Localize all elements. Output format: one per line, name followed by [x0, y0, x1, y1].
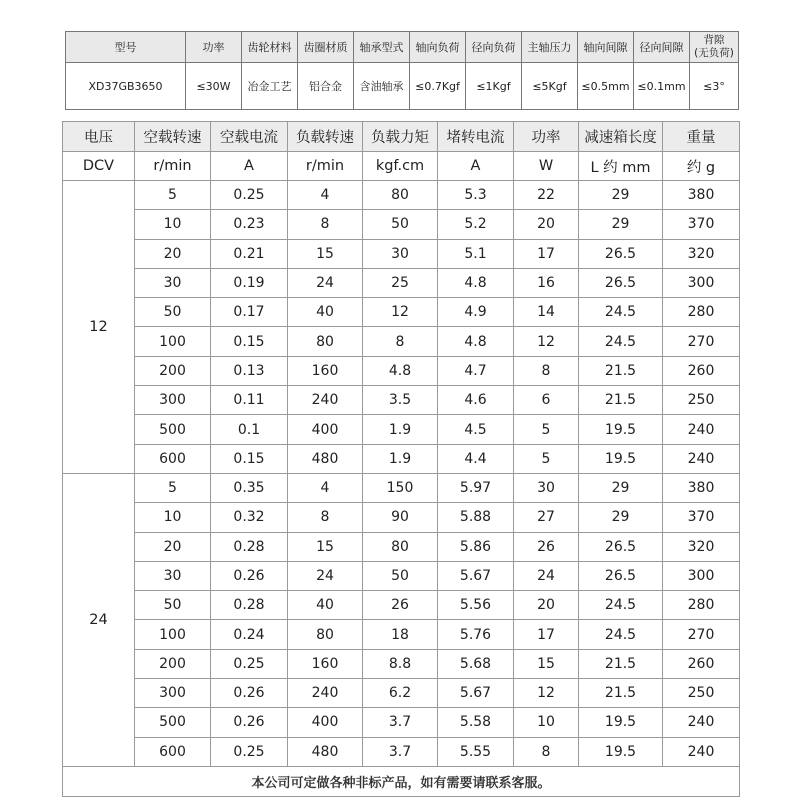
cell-no-load-speed: 5	[135, 473, 211, 502]
cell-load-torque: 90	[363, 503, 438, 532]
cell-weight: 370	[663, 503, 740, 532]
cell-stall-current: 5.76	[438, 620, 514, 649]
cell-no-load-speed: 200	[135, 356, 211, 385]
cell-load-speed: 15	[288, 239, 363, 268]
cell-power: 8	[514, 737, 579, 766]
header-load-torque: 负载力矩	[363, 122, 438, 152]
cell-load-torque: 3.5	[363, 386, 438, 415]
cell-weight: 380	[663, 473, 740, 502]
header-gearbox-length: 减速箱长度	[579, 122, 663, 152]
cell-gearbox-length: 29	[579, 210, 663, 239]
spec-header-radial-load: 径向负荷	[466, 32, 522, 63]
cell-stall-current: 4.6	[438, 386, 514, 415]
cell-power: 12	[514, 679, 579, 708]
cell-power: 16	[514, 268, 579, 297]
cell-no-load-speed: 600	[135, 737, 211, 766]
cell-load-speed: 160	[288, 649, 363, 678]
spec-header-gear-material: 齿轮材料	[242, 32, 298, 63]
cell-weight: 240	[663, 415, 740, 444]
cell-weight: 250	[663, 679, 740, 708]
cell-gearbox-length: 24.5	[579, 327, 663, 356]
cell-stall-current: 5.86	[438, 532, 514, 561]
cell-load-speed: 4	[288, 181, 363, 210]
cell-power: 6	[514, 386, 579, 415]
cell-load-torque: 3.7	[363, 708, 438, 737]
spec-values-row	[66, 63, 739, 110]
cell-gearbox-length: 24.5	[579, 298, 663, 327]
cell-load-torque: 80	[363, 532, 438, 561]
cell-no-load-current: 0.19	[211, 268, 288, 297]
unit-weight: 约 g	[663, 152, 740, 181]
header-weight: 重量	[663, 122, 740, 152]
cell-weight: 240	[663, 708, 740, 737]
cell-stall-current: 5.88	[438, 503, 514, 532]
performance-units-row	[63, 152, 740, 181]
unit-no-load-speed: r/min	[135, 152, 211, 181]
cell-power: 30	[514, 473, 579, 502]
spec-value-bearing-type: 含油轴承	[354, 63, 410, 110]
cell-stall-current: 4.7	[438, 356, 514, 385]
table-row	[63, 473, 740, 502]
cell-load-torque: 80	[363, 181, 438, 210]
unit-gearbox-length: L 约 mm	[579, 152, 663, 181]
cell-no-load-current: 0.13	[211, 356, 288, 385]
cell-load-speed: 24	[288, 561, 363, 590]
spec-header-axial-load: 轴向负荷	[410, 32, 466, 63]
cell-load-speed: 80	[288, 620, 363, 649]
cell-load-speed: 400	[288, 708, 363, 737]
cell-power: 22	[514, 181, 579, 210]
cell-no-load-speed: 10	[135, 210, 211, 239]
header-stall-current: 堵转电流	[438, 122, 514, 152]
cell-no-load-current: 0.23	[211, 210, 288, 239]
cell-no-load-speed: 200	[135, 649, 211, 678]
voltage-cell: 24	[63, 473, 135, 766]
cell-gearbox-length: 24.5	[579, 591, 663, 620]
spec-value-radial-clearance: ≤0.1mm	[634, 63, 690, 110]
table-row	[63, 708, 740, 737]
cell-no-load-current: 0.26	[211, 679, 288, 708]
cell-gearbox-length: 19.5	[579, 737, 663, 766]
table-row	[63, 386, 740, 415]
cell-power: 17	[514, 239, 579, 268]
table-row	[63, 415, 740, 444]
cell-no-load-current: 0.17	[211, 298, 288, 327]
cell-stall-current: 4.4	[438, 444, 514, 473]
cell-no-load-speed: 100	[135, 327, 211, 356]
spec-header-shaft-pressure: 主轴压力	[522, 32, 578, 63]
cell-no-load-speed: 300	[135, 386, 211, 415]
header-load-speed: 负载转速	[288, 122, 363, 152]
cell-load-torque: 4.8	[363, 356, 438, 385]
cell-no-load-current: 0.28	[211, 591, 288, 620]
cell-no-load-speed: 500	[135, 415, 211, 444]
table-row	[63, 679, 740, 708]
footer-row	[63, 766, 740, 796]
cell-stall-current: 5.67	[438, 679, 514, 708]
cell-load-speed: 15	[288, 532, 363, 561]
cell-gearbox-length: 26.5	[579, 561, 663, 590]
cell-power: 20	[514, 591, 579, 620]
header-voltage: 电压	[63, 122, 135, 152]
cell-weight: 240	[663, 444, 740, 473]
cell-load-speed: 8	[288, 210, 363, 239]
cell-load-torque: 30	[363, 239, 438, 268]
table-row	[63, 210, 740, 239]
table-row	[63, 181, 740, 210]
spec-header-axial-clearance: 轴向间隙	[578, 32, 634, 63]
cell-power: 26	[514, 532, 579, 561]
spec-value-power: ≤30W	[186, 63, 242, 110]
cell-weight: 300	[663, 561, 740, 590]
performance-table	[62, 121, 740, 797]
cell-no-load-speed: 300	[135, 679, 211, 708]
cell-load-torque: 6.2	[363, 679, 438, 708]
cell-gearbox-length: 26.5	[579, 268, 663, 297]
cell-no-load-speed: 30	[135, 561, 211, 590]
cell-power: 15	[514, 649, 579, 678]
spec-header-power: 功率	[186, 32, 242, 63]
spec-value-ring-material: 铝合金	[298, 63, 354, 110]
cell-power: 5	[514, 415, 579, 444]
cell-load-speed: 40	[288, 591, 363, 620]
cell-no-load-speed: 50	[135, 298, 211, 327]
spec-header-radial-clearance: 径向间隙	[634, 32, 690, 63]
cell-stall-current: 5.1	[438, 239, 514, 268]
spec-value-axial-load: ≤0.7Kgf	[410, 63, 466, 110]
cell-load-speed: 160	[288, 356, 363, 385]
table-row	[63, 503, 740, 532]
cell-gearbox-length: 24.5	[579, 620, 663, 649]
cell-gearbox-length: 29	[579, 503, 663, 532]
header-power: 功率	[514, 122, 579, 152]
cell-load-speed: 4	[288, 473, 363, 502]
spec-header-model: 型号	[66, 32, 186, 63]
cell-power: 8	[514, 356, 579, 385]
cell-load-torque: 1.9	[363, 444, 438, 473]
cell-no-load-current: 0.21	[211, 239, 288, 268]
cell-weight: 240	[663, 737, 740, 766]
unit-voltage: DCV	[63, 152, 135, 181]
cell-no-load-current: 0.25	[211, 649, 288, 678]
header-no-load-speed: 空载转速	[135, 122, 211, 152]
cell-power: 10	[514, 708, 579, 737]
cell-weight: 270	[663, 327, 740, 356]
cell-load-speed: 480	[288, 444, 363, 473]
spec-value-gear-material: 冶金工艺	[242, 63, 298, 110]
spec-header-row	[66, 32, 739, 63]
cell-load-speed: 80	[288, 327, 363, 356]
spec-header-backlash	[690, 32, 739, 63]
cell-no-load-speed: 500	[135, 708, 211, 737]
cell-gearbox-length: 19.5	[579, 708, 663, 737]
cell-weight: 250	[663, 386, 740, 415]
cell-power: 24	[514, 561, 579, 590]
cell-stall-current: 4.8	[438, 268, 514, 297]
table-row	[63, 591, 740, 620]
table-row	[63, 649, 740, 678]
cell-stall-current: 5.67	[438, 561, 514, 590]
table-row	[63, 532, 740, 561]
cell-no-load-current: 0.25	[211, 737, 288, 766]
cell-power: 20	[514, 210, 579, 239]
cell-weight: 260	[663, 649, 740, 678]
table-row	[63, 268, 740, 297]
cell-power: 5	[514, 444, 579, 473]
cell-load-torque: 50	[363, 210, 438, 239]
spec-header-bearing-type: 轴承型式	[354, 32, 410, 63]
cell-load-speed: 240	[288, 679, 363, 708]
cell-gearbox-length: 26.5	[579, 532, 663, 561]
cell-stall-current: 4.9	[438, 298, 514, 327]
cell-weight: 380	[663, 181, 740, 210]
spec-header-backlash-line: (无负荷)	[694, 47, 734, 59]
cell-load-torque: 18	[363, 620, 438, 649]
cell-load-torque: 1.9	[363, 415, 438, 444]
cell-weight: 260	[663, 356, 740, 385]
cell-no-load-speed: 20	[135, 239, 211, 268]
cell-power: 27	[514, 503, 579, 532]
table-row	[63, 444, 740, 473]
cell-gearbox-length: 19.5	[579, 415, 663, 444]
cell-stall-current: 5.68	[438, 649, 514, 678]
cell-load-torque: 150	[363, 473, 438, 502]
cell-no-load-speed: 20	[135, 532, 211, 561]
cell-power: 12	[514, 327, 579, 356]
cell-no-load-current: 0.15	[211, 444, 288, 473]
cell-gearbox-length: 26.5	[579, 239, 663, 268]
spec-value-model: XD37GB3650	[66, 63, 186, 110]
cell-weight: 300	[663, 268, 740, 297]
table-row	[63, 620, 740, 649]
cell-stall-current: 5.97	[438, 473, 514, 502]
spec-value-backlash: ≤3°	[690, 63, 739, 110]
cell-power: 14	[514, 298, 579, 327]
spec-header-backlash-line: 背隙	[703, 34, 725, 46]
cell-gearbox-length: 19.5	[579, 444, 663, 473]
cell-load-torque: 12	[363, 298, 438, 327]
cell-gearbox-length: 21.5	[579, 386, 663, 415]
cell-stall-current: 5.56	[438, 591, 514, 620]
cell-load-speed: 24	[288, 268, 363, 297]
cell-no-load-current: 0.28	[211, 532, 288, 561]
cell-weight: 320	[663, 532, 740, 561]
cell-power: 17	[514, 620, 579, 649]
cell-weight: 370	[663, 210, 740, 239]
cell-no-load-speed: 5	[135, 181, 211, 210]
cell-stall-current: 4.8	[438, 327, 514, 356]
cell-gearbox-length: 21.5	[579, 679, 663, 708]
voltage-cell: 12	[63, 181, 135, 474]
cell-stall-current: 5.58	[438, 708, 514, 737]
cell-no-load-speed: 50	[135, 591, 211, 620]
unit-no-load-current: A	[211, 152, 288, 181]
cell-load-torque: 8.8	[363, 649, 438, 678]
cell-gearbox-length: 21.5	[579, 356, 663, 385]
table-row	[63, 298, 740, 327]
cell-load-torque: 26	[363, 591, 438, 620]
unit-load-torque: kgf.cm	[363, 152, 438, 181]
cell-load-speed: 8	[288, 503, 363, 532]
spec-value-radial-load: ≤1Kgf	[466, 63, 522, 110]
cell-no-load-current: 0.25	[211, 181, 288, 210]
spec-header-ring-material: 齿圈材质	[298, 32, 354, 63]
cell-gearbox-length: 29	[579, 181, 663, 210]
table-row	[63, 356, 740, 385]
cell-load-speed: 40	[288, 298, 363, 327]
unit-stall-current: A	[438, 152, 514, 181]
cell-no-load-current: 0.26	[211, 561, 288, 590]
cell-load-speed: 400	[288, 415, 363, 444]
cell-weight: 270	[663, 620, 740, 649]
unit-power: W	[514, 152, 579, 181]
cell-no-load-speed: 100	[135, 620, 211, 649]
footer-note: 本公司可定做各种非标产品，如有需要请联系客服。	[63, 766, 740, 796]
spec-table	[65, 31, 739, 110]
cell-stall-current: 5.2	[438, 210, 514, 239]
cell-weight: 280	[663, 298, 740, 327]
cell-load-torque: 3.7	[363, 737, 438, 766]
table-row	[63, 561, 740, 590]
cell-load-speed: 480	[288, 737, 363, 766]
cell-no-load-current: 0.15	[211, 327, 288, 356]
cell-gearbox-length: 21.5	[579, 649, 663, 678]
cell-no-load-speed: 30	[135, 268, 211, 297]
cell-load-torque: 50	[363, 561, 438, 590]
cell-no-load-speed: 600	[135, 444, 211, 473]
cell-no-load-current: 0.1	[211, 415, 288, 444]
cell-no-load-speed: 10	[135, 503, 211, 532]
cell-no-load-current: 0.35	[211, 473, 288, 502]
performance-header-row	[63, 122, 740, 152]
header-no-load-current: 空载电流	[211, 122, 288, 152]
cell-stall-current: 5.3	[438, 181, 514, 210]
cell-weight: 280	[663, 591, 740, 620]
cell-gearbox-length: 29	[579, 473, 663, 502]
spec-value-shaft-pressure: ≤5Kgf	[522, 63, 578, 110]
cell-no-load-current: 0.26	[211, 708, 288, 737]
cell-stall-current: 4.5	[438, 415, 514, 444]
unit-load-speed: r/min	[288, 152, 363, 181]
cell-no-load-current: 0.32	[211, 503, 288, 532]
cell-weight: 320	[663, 239, 740, 268]
cell-load-torque: 8	[363, 327, 438, 356]
cell-no-load-current: 0.11	[211, 386, 288, 415]
table-row	[63, 239, 740, 268]
cell-stall-current: 5.55	[438, 737, 514, 766]
cell-load-torque: 25	[363, 268, 438, 297]
table-row	[63, 327, 740, 356]
cell-no-load-current: 0.24	[211, 620, 288, 649]
table-row	[63, 737, 740, 766]
cell-load-speed: 240	[288, 386, 363, 415]
spec-value-axial-clearance: ≤0.5mm	[578, 63, 634, 110]
